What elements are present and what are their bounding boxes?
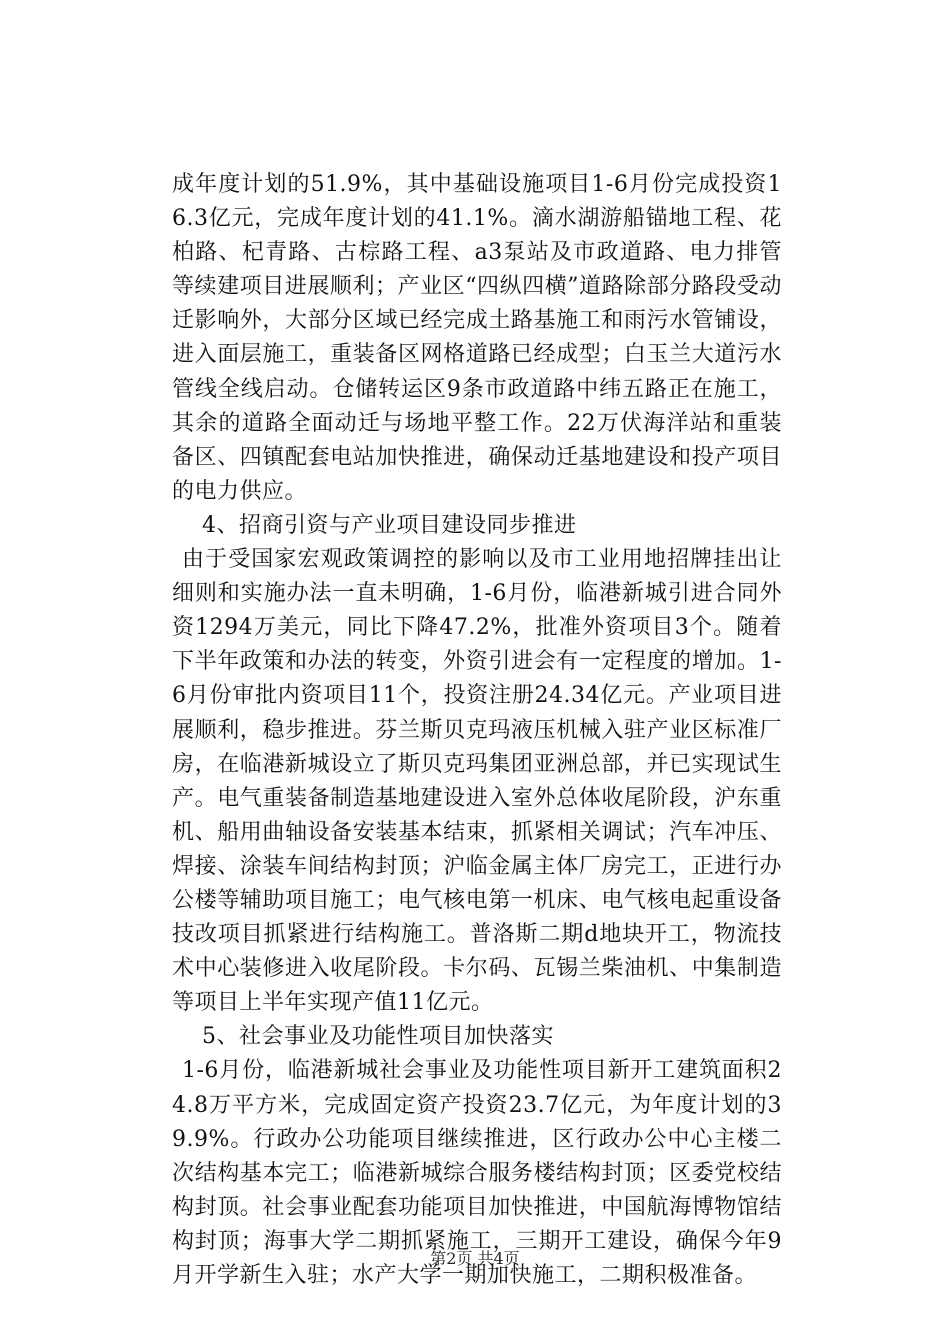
paragraph-social: 1-6月份，临港新城社会事业及功能性项目新开工建筑面积24.8万平方米，完成固定资产投资23.7亿元，为年度计划的39.9%。行政办公功能项目继续推进，区行政办公中心主楼二次结构基本完工；临港新城综合服务楼结构封顶；区委党校结构封顶。社会事业配套功能项目加快推进，中国航海博物馆结构封顶；海事大学二期抓紧施工，三期开工建设，确保今年9月开学新生入驻；水产大学一期加快施工，二期积极准备。	[172, 1058, 782, 1288]
section-heading-investment: 4、招商引资与产业项目建设同步推进	[202, 512, 577, 538]
page-footer	[0, 1246, 950, 1269]
page-number: 第2页 共4页	[430, 1249, 520, 1268]
document-body	[172, 168, 782, 1293]
paragraph-investment: 由于受国家宏观政策调控的影响以及市工业用地招牌挂出让细则和实施办法一直未明确，1-6月份，临港新城引进合同外资1294万美元，同比下降47.2%，批准外资项目3个。随着下半年政策和办法的转变，外资引进会有一定程度的增加。1-6月份审批内资项目11个，投资注册24.34亿元。产业项目进展顺利，稳步推进。芬兰斯贝克玛液压机械入驻产业区标准厂房，在临港新城设立了斯贝克玛集团亚洲总部，并已实现试生产。电气重装备制造基地建设进入室外总体收尾阶段，沪东重机、船用曲轴设备安装基本结束，抓紧相关调试；汽车冲压、焊接、涂装车间结构封顶；沪临金属主体厂房完工，正进行办公楼等辅助项目施工；电气核电第一机床、电气核电起重设备技改项目抓紧进行结构施工。普洛斯二期d地块开工，物流技术中心装修进入收尾阶段。卡尔码、瓦锡兰柴油机、中集制造等项目上半年实现产值11亿元。	[172, 547, 782, 1016]
section-heading-social: 5、社会事业及功能性项目加快落实	[202, 1024, 554, 1050]
paragraph-infrastructure: 成年度计划的51.9%，其中基础设施项目1-6月份完成投资16.3亿元，完成年度计划的41.1%。滴水湖游船锚地工程、花柏路、杞青路、古棕路工程、a3泵站及市政道路、电力排管等续建项目进展顺利；产业区“四纵四横”道路除部分路段受动迁影响外，大部分区域已经完成土路基施工和雨污水管铺设，进入面层施工，重装备区网格道路已经成型；白玉兰大道污水管线全线启动。仓储转运区9条市政道路中纬五路正在施工，其余的道路全面动迁与场地平整工作。22万伏海洋站和重装备区、四镇配套电站加快推进，确保动迁基地建设和投产项目的电力供应。	[172, 172, 782, 504]
